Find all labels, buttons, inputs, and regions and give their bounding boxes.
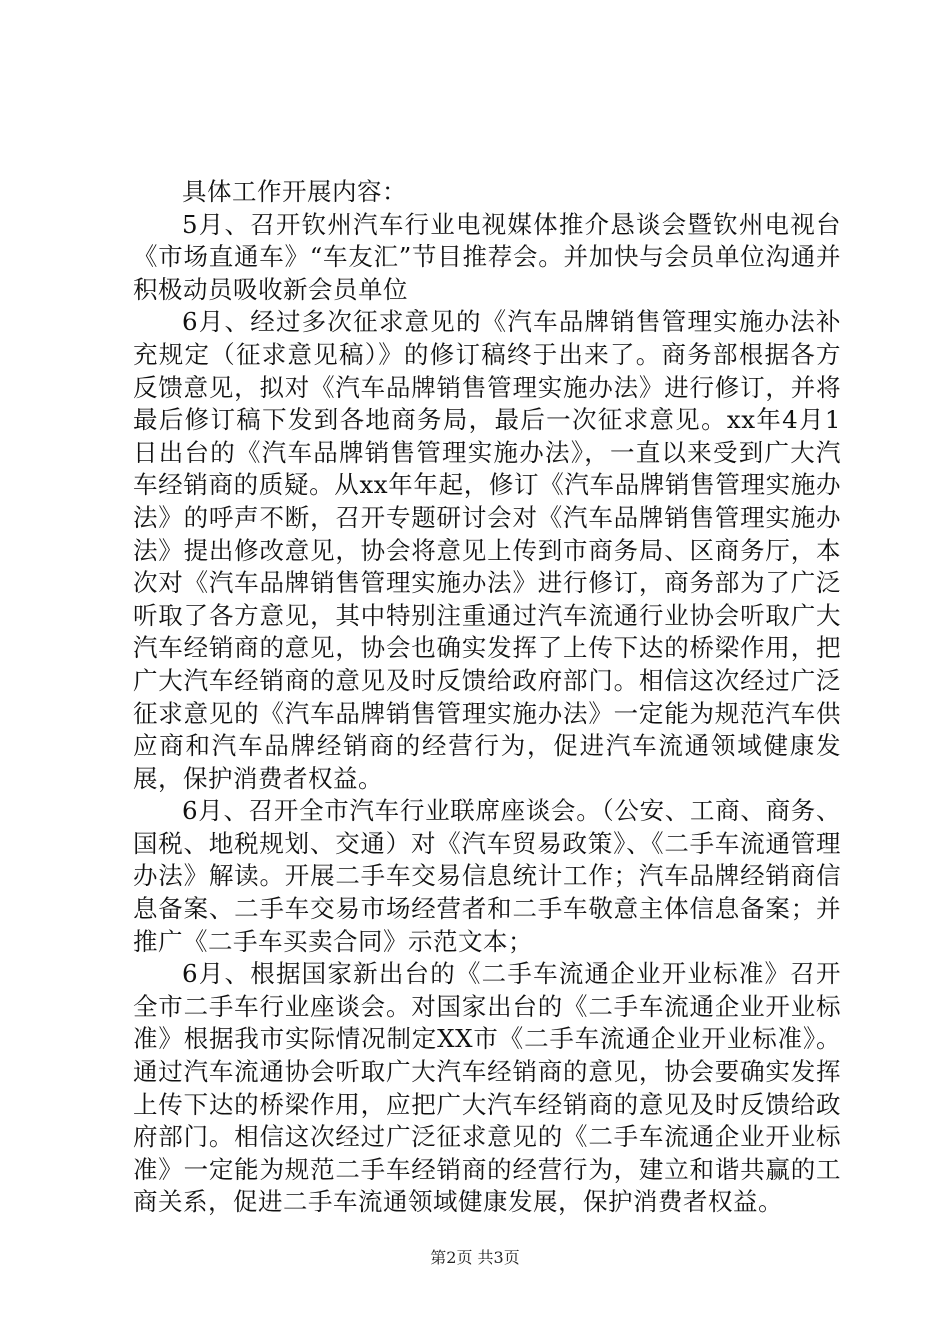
page-number-footer: 第2页 共3页 bbox=[430, 1248, 520, 1267]
document-body bbox=[133, 176, 841, 1219]
paragraph-june-joint-meeting: 6月、召开全市汽车行业联席座谈会。（公安、工商、商务、国税、地税规划、交通）对《汽车贸易政策》、《二手车流通管理办法》解读。开展二手车交易信息统计工作；汽车品牌经销商信息备案、二手车交易市场经营者和二手车敬意主体信息备案；并推广《二手车买卖合同》示范文本； bbox=[133, 796, 841, 956]
paragraph-may-meeting: 5月、召开钦州汽车行业电视媒体推介恳谈会暨钦州电视台《市场直通车》“车友汇”节目推荐会。并加快与会员单位沟通并积极动员吸收新会员单位 bbox=[133, 209, 841, 304]
paragraph-june-used-car: 6月、根据国家新出台的《二手车流通企业开业标准》召开全市二手车行业座谈会。对国家出台的《二手车流通企业开业标准》根据我市实际情况制定XX市《二手车流通企业开业标准》。通过汽车流通协会听取广大汽车经销商的意见，协会要确实发挥上传下达的桥梁作用，应把广大汽车经销商的意见及时反馈给政府部门。相信这次经过广泛征求意见的《二手车流通企业开业标准》一定能为规范二手车经销商的经营行为，建立和谐共赢的工商关系，促进二手车流通领域健康发展，保护消费者权益。 bbox=[133, 959, 841, 1217]
paragraph-june-regulation: 6月、经过多次征求意见的《汽车品牌销售管理实施办法补充规定（征求意见稿）》的修订稿终于出来了。商务部根据各方反馈意见，拟对《汽车品牌销售管理实施办法》进行修订，并将最后修订稿下发到各地商务局，最后一次征求意见。xx年4月1日出台的《汽车品牌销售管理实施办法》，一直以来受到广大汽车经销商的质疑。从xx年年起，修订《汽车品牌销售管理实施办法》的呼声不断，召开专题研讨会对《汽车品牌销售管理实施办法》提出修改意见，协会将意见上传到市商务局、区商务厅，本次对《汽车品牌销售管理实施办法》进行修订，商务部为了广泛听取了各方意见，其中特别注重通过汽车流通行业协会听取广大汽车经销商的意见，协会也确实发挥了上传下达的桥梁作用，把广大汽车经销商的意见及时反馈给政府部门。相信这次经过广泛征求意见的《汽车品牌销售管理实施办法》一定能为规范汽车供应商和汽车品牌经销商的经营行为，促进汽车流通领域健康发展，保护消费者权益。 bbox=[133, 307, 841, 793]
paragraph-heading: 具体工作开展内容： bbox=[182, 177, 407, 206]
